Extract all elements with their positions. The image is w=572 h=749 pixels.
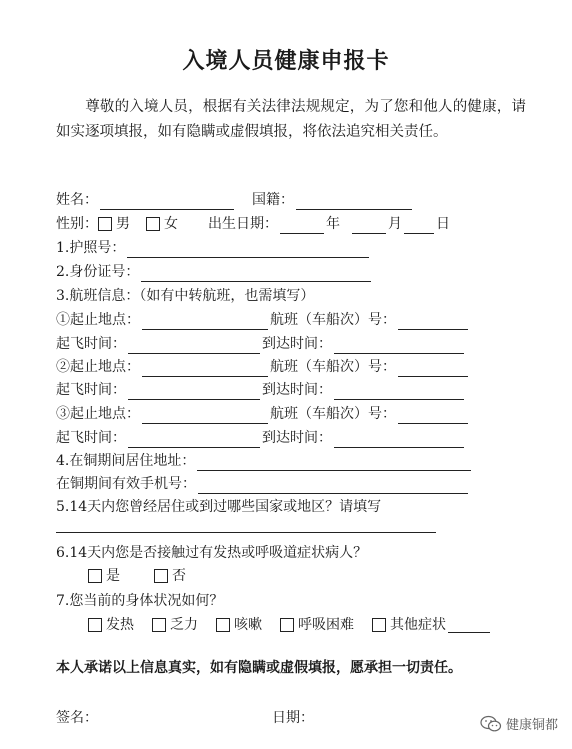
leg3-depart-label: 起飞时间： xyxy=(56,430,126,446)
mobile-field[interactable] xyxy=(198,478,468,494)
nationality-label: 国籍： xyxy=(252,192,294,208)
leg3-origin-field[interactable] xyxy=(142,408,268,424)
address-row xyxy=(56,451,473,471)
leg1-route-row xyxy=(56,310,470,330)
other-checkbox[interactable] xyxy=(372,618,386,632)
q6-no-label: 否 xyxy=(172,568,186,584)
symptom-other-option[interactable] xyxy=(372,615,492,635)
leg2-arrive-label: 到达时间： xyxy=(262,382,332,398)
q6-options xyxy=(88,566,212,586)
birth-date-label: 出生日期： xyxy=(208,216,278,232)
leg3-flight-field[interactable] xyxy=(398,408,468,424)
month-label: 月 xyxy=(388,216,402,232)
address-label: 4.在铜期间居住地址： xyxy=(56,453,196,469)
leg3-route-row xyxy=(56,404,470,424)
symptom-fatigue-option[interactable] xyxy=(152,615,198,635)
nationality-field[interactable] xyxy=(296,194,412,210)
day-label: 日 xyxy=(436,216,450,232)
q6-no-checkbox[interactable] xyxy=(154,569,168,583)
leg3-depart-field[interactable] xyxy=(128,432,260,448)
q6-yes-option[interactable] xyxy=(88,566,120,586)
leg3-arrive-label: 到达时间： xyxy=(262,430,332,446)
intro-paragraph xyxy=(56,95,526,145)
passport-field[interactable] xyxy=(127,242,369,258)
promise-statement: 本人承诺以上信息真实，如有隐瞒或虚假填报，愿承担一切责任。 xyxy=(56,660,462,676)
dyspnea-label: 呼吸困难 xyxy=(298,617,354,633)
leg1-arrive-field[interactable] xyxy=(334,338,464,354)
leg1-depart-label: 起飞时间： xyxy=(56,336,126,352)
q7-options xyxy=(88,615,492,635)
fever-checkbox[interactable] xyxy=(88,618,102,632)
dyspnea-checkbox[interactable] xyxy=(280,618,294,632)
q6-yes-label: 是 xyxy=(106,568,120,584)
mobile-label: 在铜期间有效手机号： xyxy=(56,476,196,492)
q7-label: 7.您当前的身体状况如何？ xyxy=(56,593,224,609)
wechat-icon xyxy=(480,715,502,733)
id-label: 2.身份证号： xyxy=(56,264,140,280)
address-field[interactable] xyxy=(197,455,471,471)
symptom-cough-option[interactable] xyxy=(216,615,262,635)
name-row xyxy=(56,190,414,210)
watermark xyxy=(480,714,558,733)
mobile-row xyxy=(56,474,470,494)
flight-info-heading xyxy=(56,286,314,306)
birth-month-field[interactable] xyxy=(352,218,386,234)
leg2-depart-field[interactable] xyxy=(128,384,260,400)
leg1-depart-field[interactable] xyxy=(128,338,260,354)
gender-label: 性别： xyxy=(56,216,98,232)
q7-row xyxy=(56,591,223,611)
signature-label: 签名： xyxy=(56,710,98,726)
leg3-arrive-field[interactable] xyxy=(334,432,464,448)
female-option[interactable] xyxy=(146,214,178,234)
intro-text: 尊敬的入境人员，根据有关法律法规规定，为了您和他人的健康，请如实逐项填报，如有隐瞒或虚假填报，将依法追究相关责任。 xyxy=(56,99,526,140)
male-option[interactable] xyxy=(98,214,130,234)
male-label: 男 xyxy=(116,216,130,232)
leg1-flight-label: 航班（车船次）号： xyxy=(270,312,396,328)
leg3-flight-label: 航班（车船次）号： xyxy=(270,406,396,422)
passport-label: 1.护照号： xyxy=(56,240,126,256)
leg2-arrive-field[interactable] xyxy=(334,384,464,400)
page-title: 入境人员健康申报卡 xyxy=(182,49,390,74)
id-field[interactable] xyxy=(141,266,371,282)
other-label: 其他症状 xyxy=(390,617,446,633)
watermark-text: 健康铜都 xyxy=(505,718,558,733)
fatigue-checkbox[interactable] xyxy=(152,618,166,632)
other-symptom-field[interactable] xyxy=(448,617,490,633)
q6-row xyxy=(56,543,367,563)
fever-label: 发热 xyxy=(106,617,134,633)
male-checkbox[interactable] xyxy=(98,217,112,231)
symptom-dyspnea-option[interactable] xyxy=(280,615,354,635)
fatigue-label: 乏力 xyxy=(170,617,198,633)
leg1-arrive-label: 到达时间： xyxy=(262,336,332,352)
passport-row xyxy=(56,238,371,258)
year-label: 年 xyxy=(326,216,340,232)
flight-info-label: 3.航班信息：（如有中转航班，也需填写） xyxy=(56,288,315,304)
leg1-flight-field[interactable] xyxy=(398,314,468,330)
leg2-flight-field[interactable] xyxy=(398,361,468,377)
cough-checkbox[interactable] xyxy=(216,618,230,632)
leg1-origin-label: ①起止地点： xyxy=(56,312,140,328)
leg2-origin-label: ②起止地点： xyxy=(56,359,140,375)
birth-day-field[interactable] xyxy=(404,218,434,234)
date-label: 日期： xyxy=(272,710,314,726)
leg1-time-row xyxy=(56,334,466,354)
id-row xyxy=(56,262,373,282)
cough-label: 咳嗽 xyxy=(234,617,262,633)
leg2-depart-label: 起飞时间： xyxy=(56,382,126,398)
q5-row xyxy=(56,497,381,517)
name-label: 姓名： xyxy=(56,192,98,208)
q6-yes-checkbox[interactable] xyxy=(88,569,102,583)
birth-year-field[interactable] xyxy=(280,218,324,234)
gender-row xyxy=(56,214,450,234)
q5-label: 5.14天内您曾经居住或到过哪些国家或地区？请填写 xyxy=(56,499,382,515)
leg3-origin-label: ③起止地点： xyxy=(56,406,140,422)
leg2-time-row xyxy=(56,380,466,400)
q6-no-option[interactable] xyxy=(154,566,186,586)
leg3-time-row xyxy=(56,428,466,448)
female-checkbox[interactable] xyxy=(146,217,160,231)
leg2-origin-field[interactable] xyxy=(142,361,268,377)
name-field[interactable] xyxy=(100,194,234,210)
symptom-fever-option[interactable] xyxy=(88,615,134,635)
leg2-flight-label: 航班（车船次）号： xyxy=(270,359,396,375)
leg2-route-row xyxy=(56,357,470,377)
female-label: 女 xyxy=(164,216,178,232)
q6-label: 6.14天内您是否接触过有发热或呼吸道症状病人？ xyxy=(56,545,368,561)
leg1-origin-field[interactable] xyxy=(142,314,268,330)
q5-answer-field[interactable] xyxy=(56,532,436,533)
